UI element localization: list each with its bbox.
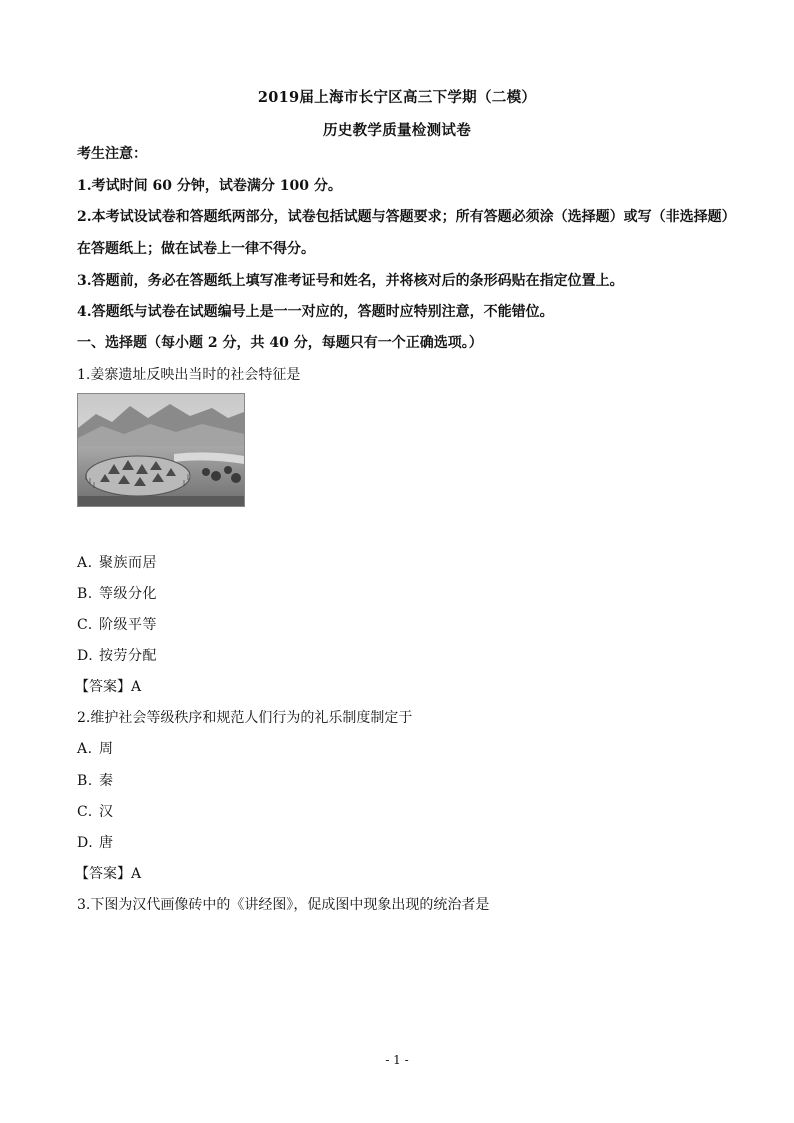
option-label: A. <box>77 741 93 757</box>
option-text: 阶级平等 <box>99 617 157 633</box>
option-label: D. <box>77 648 94 664</box>
notice-heading: 考生注意： <box>77 146 147 162</box>
notice-item: 在答题纸上；做在试卷上一律不得分。 <box>77 241 315 257</box>
option-text: 聚族而居 <box>99 555 157 571</box>
option-c[interactable] <box>77 803 114 821</box>
page-number: - 1 - <box>385 1053 409 1067</box>
exam-title: 2019届上海市长宁区高三下学期（二模） <box>257 89 537 106</box>
question-stem: 1.姜寨遗址反映出当时的社会特征是 <box>77 367 301 383</box>
option-label: D. <box>77 835 94 851</box>
option-a[interactable] <box>77 740 114 758</box>
option-d[interactable] <box>77 834 114 852</box>
option-text: 秦 <box>99 773 114 789</box>
notice-item: 1.考试时间 60 分钟，试卷满分 100 分。 <box>77 178 342 194</box>
option-b[interactable] <box>77 585 157 603</box>
notice-item: 2.本考试设试卷和答题纸两部分，试卷包括试题与答题要求；所有答题必须涂（选择题）或写（非选择题） <box>77 209 736 225</box>
answer-text: 【答案】A <box>75 866 142 882</box>
option-d[interactable] <box>77 647 157 665</box>
notice-item: 3.答题前，务必在答题纸上填写准考证号和姓名，并将核对后的条形码贴在指定位置上。 <box>77 273 624 289</box>
option-label: A. <box>77 555 93 571</box>
question-stem: 2.维护社会等级秩序和规范人们行为的礼乐制度制定于 <box>77 710 413 726</box>
option-b[interactable] <box>77 772 114 790</box>
section-heading: 一、选择题（每小题 2 分，共 40 分，每题只有一个正确选项。） <box>77 335 483 351</box>
option-label: C. <box>77 804 93 820</box>
notice-item: 4.答题纸与试卷在试题编号上是一一对应的，答题时应特别注意，不能错位。 <box>77 304 554 320</box>
option-label: C. <box>77 617 93 633</box>
option-text: 周 <box>99 741 114 757</box>
option-label: B. <box>77 586 93 602</box>
jiangzhai-site-illustration <box>77 393 245 507</box>
option-text: 等级分化 <box>99 586 157 602</box>
option-text: 按劳分配 <box>99 648 157 664</box>
option-label: B. <box>77 773 93 789</box>
option-text: 唐 <box>99 835 114 851</box>
exam-subtitle: 历史教学质量检测试卷 <box>323 122 471 139</box>
question-stem: 3.下图为汉代画像砖中的《讲经图》，促成图中现象出现的统治者是 <box>77 897 490 913</box>
option-text: 汉 <box>99 804 114 820</box>
option-c[interactable] <box>77 616 157 634</box>
answer-text: 【答案】A <box>75 679 142 695</box>
option-a[interactable] <box>77 554 157 572</box>
